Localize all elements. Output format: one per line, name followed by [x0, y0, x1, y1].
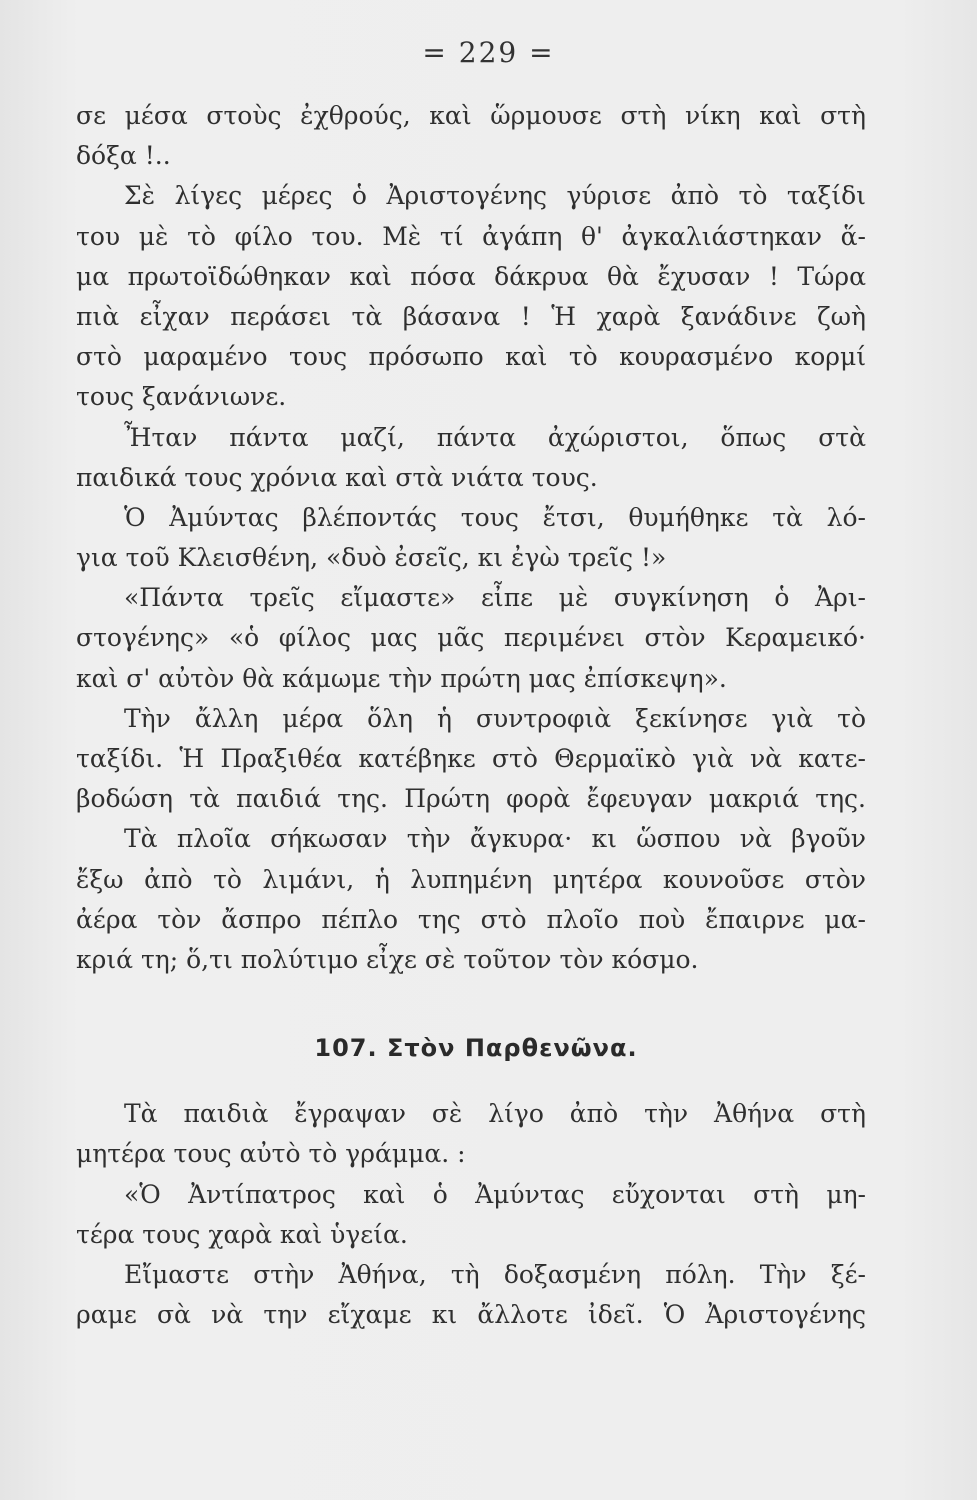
text-line: ταξίδι. Ἡ Πραξιθέα κατέβηκε στὸ Θερμαϊκὸ γιὰ νὰ κατε- — [76, 744, 866, 773]
text-line: στὸ μαραμένο τους πρόσωπο καὶ τὸ κουρασμένο κορμί — [76, 342, 866, 372]
text-line: για τοῦ Κλεισθένη, «δυὸ ἐσεῖς, κι ἐγὼ τρεῖς !» — [76, 543, 667, 573]
text-line: σε μέσα στοὺς ἐχθρούς, καὶ ὥρμουσε στὴ νίκη καὶ στὴ — [76, 101, 866, 130]
text-line: «Πάντα τρεῖς εἴμαστε» εἶπε μὲ συγκίνηση ὁ Ἀρι- — [124, 583, 866, 613]
text-line: τους ξανάνιωνε. — [76, 382, 287, 412]
text-line: Τὰ παιδιὰ ἔγραψαν σὲ λίγο ἀπὸ τὴν Ἀθήνα στὴ — [124, 1099, 866, 1129]
text-line: ἔξω ἀπὸ τὸ λιμάνι, ἡ λυπημένη μητέρα κουνοῦσε στὸν — [76, 864, 866, 894]
text-line: πιὰ εἶχαν περάσει τὰ βάσανα ! Ἡ χαρὰ ξανάδινε ζωὴ — [76, 301, 866, 331]
text-line: στογένης» «ὁ φίλος μας μᾶς περιμένει στὸν Κεραμεικό· — [76, 623, 866, 653]
text-line: Ὁ Ἀμύντας βλέποντάς τους ἔτσι, θυμήθηκε τὰ λό- — [124, 502, 866, 532]
text-line: Τὴν ἄλλη μέρα ὅλη ἡ συντροφιὰ ξεκίνησε γιὰ τὸ — [124, 703, 866, 733]
text-line: μητέρα τους αὐτὸ τὸ γράμμα. : — [76, 1139, 466, 1169]
text-line: κριά τη; ὅ,τι πολύτιμο εἶχε σὲ τοῦτον τὸν κόσμο. — [76, 944, 699, 974]
text-line: τέρα τους χαρὰ καὶ ὑγεία. — [76, 1219, 408, 1249]
text-line: Εἴμαστε στὴν Ἀθήνα, τὴ δοξασμένη πόλη. Τὴν ξέ- — [124, 1259, 866, 1289]
text-line: Τὰ πλοῖα σήκωσαν τὴν ἄγκυρα· κι ὥσπου νὰ βγοῦν — [124, 824, 866, 854]
text-line: Σὲ λίγες μέρες ὁ Ἀριστογένης γύρισε ἀπὸ τὸ ταξίδι — [124, 181, 866, 211]
page-body — [76, 96, 866, 1335]
text-line: «Ὁ Ἀντίπατρος καὶ ὁ Ἀμύντας εὔχονται στὴ μη- — [124, 1179, 866, 1209]
text-line: του μὲ τὸ φίλο του. Μὲ τί ἀγάπη θ' ἀγκαλιάστηκαν ἅ- — [76, 221, 866, 251]
section-heading: 107. Στὸν Παρθενῶνα. — [314, 1034, 638, 1063]
page-number: = 229 = — [422, 36, 555, 69]
text-line: Ἦταν πάντα μαζί, πάντα ἀχώριστοι, ὅπως στὰ — [124, 422, 866, 452]
text-line: ραμε σὰ νὰ την εἴχαμε κι ἄλλοτε ἰδεῖ. Ὁ Ἀριστογένης — [76, 1300, 866, 1330]
text-line: καὶ σ' αὐτὸν θὰ κάμωμε τὴν πρώτη μας ἐπίσκεψη». — [76, 663, 727, 693]
text-line: ἀέρα τὸν ἄσπρο πέπλο της στὸ πλοῖο ποὺ ἔπαιρνε μα- — [76, 904, 866, 934]
text-line: βοδώση τὰ παιδιά της. Πρώτη φορὰ ἔφευγαν μακριά της. — [76, 784, 866, 814]
text-line: δόξα !.. — [76, 141, 171, 171]
text-line: μα πρωτοϊδώθηκαν καὶ πόσα δάκρυα θὰ ἔχυσαν ! Τώρα — [76, 261, 866, 291]
text-line: παιδικά τους χρόνια καὶ στὰ νιάτα τους. — [76, 462, 598, 492]
